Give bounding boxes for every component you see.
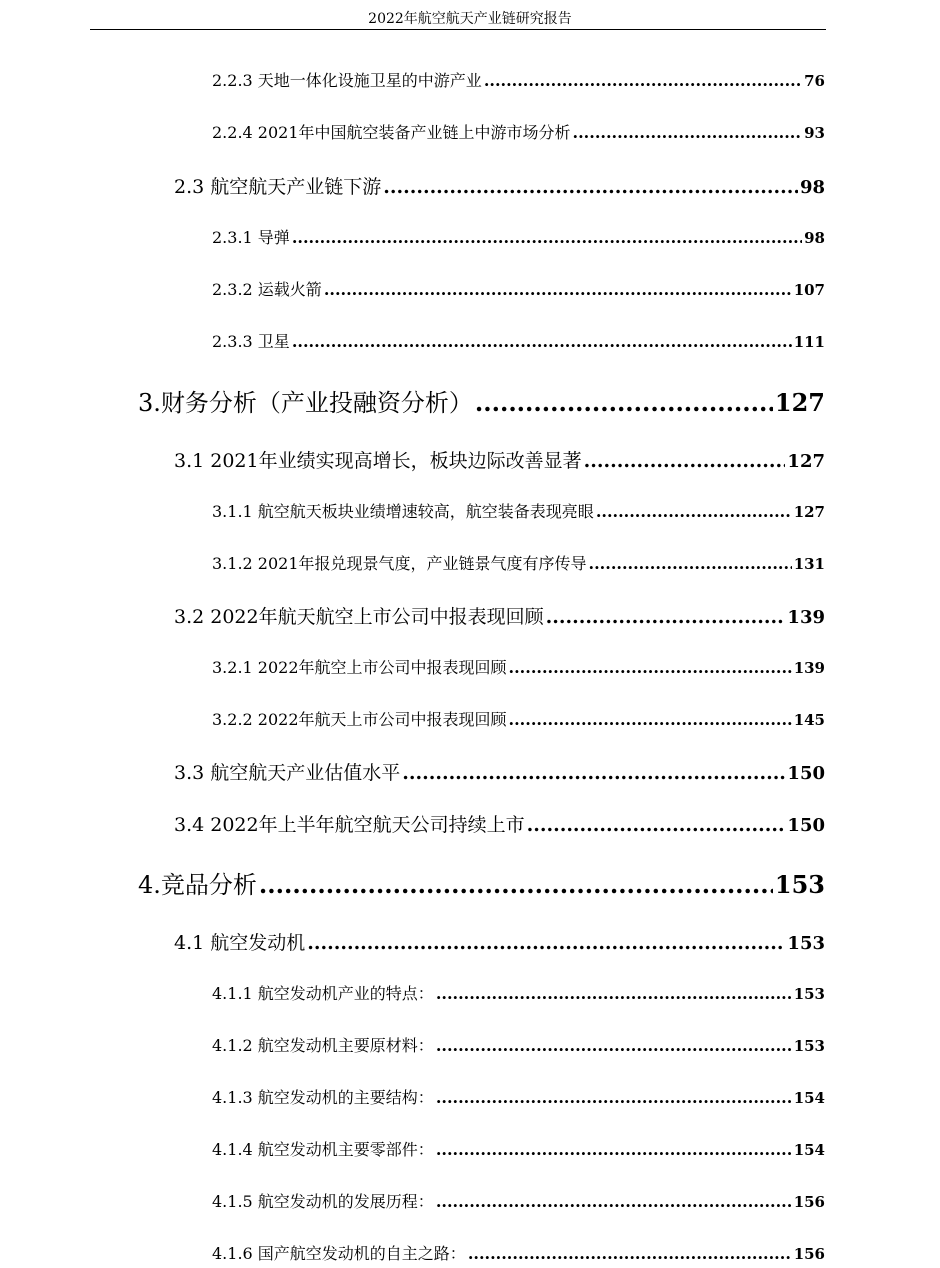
page-header: 2022年航空航天产业链研究报告 (368, 11, 572, 27)
toc-entry-title: 4.1.3 航空发动机的主要结构： (212, 1088, 434, 1107)
toc-entry-page: 156 (793, 1245, 825, 1263)
toc-entry[interactable] (212, 1241, 825, 1264)
toc-entry[interactable] (212, 551, 825, 574)
toc-entry-title: 3.2 2022年航天航空上市公司中报表现回顾 (174, 606, 544, 628)
toc-entry-page: 76 (804, 72, 825, 90)
toc-entry-title: 4.1.6 国产航空发动机的自主之路： (212, 1244, 466, 1263)
toc-leader (307, 932, 785, 954)
toc-entry[interactable] (138, 383, 825, 418)
toc-leader (402, 762, 785, 784)
toc-entry[interactable] (174, 928, 825, 955)
toc-entry[interactable] (212, 120, 825, 143)
toc-entry-page: 153 (793, 985, 825, 1003)
toc-entry[interactable] (212, 1189, 825, 1212)
toc-entry[interactable] (174, 172, 825, 199)
toc-entry[interactable] (212, 1085, 825, 1108)
toc-entry-title: 2.2.4 2021年中国航空装备产业链上中游市场分析 (212, 123, 571, 142)
toc-entry-page: 93 (804, 124, 825, 142)
toc-entry-title: 2.3.1 导弹 (212, 228, 290, 247)
toc-entry-title: 2.3.2 运载火箭 (212, 280, 322, 299)
toc-entry[interactable] (212, 68, 825, 91)
toc-entry-title: 4.1 航空发动机 (174, 932, 306, 954)
toc-entry[interactable] (212, 499, 825, 522)
toc-entry-page: 127 (793, 503, 825, 521)
toc-entry[interactable] (174, 810, 825, 837)
toc-entry-page: 139 (793, 659, 825, 677)
toc-leader (527, 814, 786, 836)
toc-entry[interactable] (212, 707, 825, 730)
toc-leader (596, 502, 792, 521)
toc-entry-page: 145 (793, 711, 825, 729)
toc-leader (292, 228, 802, 247)
toc-entry[interactable] (138, 865, 825, 900)
toc-entry-title: 3.1.2 2021年报兑现景气度，产业链景气度有序传导 (212, 554, 587, 573)
toc-entry-page: 127 (774, 388, 825, 417)
toc-entry-title: 3.4 2022年上半年航空航天公司持续上市 (174, 814, 525, 836)
toc-entry-title: 4.1.5 航空发动机的发展历程： (212, 1192, 434, 1211)
toc-entry[interactable] (212, 981, 825, 1004)
toc-entry-page: 131 (793, 555, 825, 573)
toc-entry-title: 2.3 航空航天产业链下游 (174, 176, 382, 198)
toc-entry-title: 4.1.2 航空发动机主要原材料： (212, 1036, 434, 1055)
toc-leader (509, 710, 792, 729)
toc-entry[interactable] (212, 329, 825, 352)
toc-leader (584, 450, 786, 472)
toc-entry-page: 111 (793, 333, 825, 351)
toc-entry-title: 4.1.4 航空发动机主要零部件： (212, 1140, 434, 1159)
toc-entry-page: 156 (793, 1193, 825, 1211)
toc-entry-title: 4.竞品分析 (138, 871, 257, 899)
toc-entry-title: 3.财务分析（产业投融资分析） (138, 389, 473, 417)
toc-entry-page: 154 (793, 1141, 825, 1159)
toc-leader (436, 1192, 792, 1211)
toc-entry-title: 3.2.1 2022年航空上市公司中报表现回顾 (212, 658, 507, 677)
toc-entry-title: 3.1 2021年业绩实现高增长，板块边际改善显著 (174, 450, 582, 472)
toc-entry-title: 3.1.1 航空航天板块业绩增速较高，航空装备表现亮眼 (212, 502, 594, 521)
toc-entry-page: 153 (787, 933, 825, 954)
toc-entry-page: 150 (787, 815, 825, 836)
toc-leader (436, 1140, 792, 1159)
toc-entry-title: 4.1.1 航空发动机产业的特点： (212, 984, 434, 1003)
toc-leader (436, 1088, 792, 1107)
toc-entry[interactable] (212, 1033, 825, 1056)
toc-entry-page: 107 (793, 281, 825, 299)
toc-entry-page: 153 (774, 870, 825, 899)
toc-entry-title: 3.2.2 2022年航天上市公司中报表现回顾 (212, 710, 507, 729)
toc-entry[interactable] (174, 758, 825, 785)
toc-entry[interactable] (212, 277, 825, 300)
toc-entry-title: 2.3.3 卫星 (212, 332, 290, 351)
toc-entry-page: 139 (787, 607, 825, 628)
toc-entry[interactable] (174, 602, 825, 629)
toc-entry-title: 3.3 航空航天产业估值水平 (174, 762, 401, 784)
toc-leader (324, 280, 792, 299)
toc-entry[interactable] (174, 446, 825, 473)
toc-entry-page: 150 (787, 763, 825, 784)
toc-entry-page: 98 (804, 229, 825, 247)
toc-leader (436, 1036, 792, 1055)
toc-entry[interactable] (212, 1137, 825, 1160)
toc-leader (509, 658, 792, 677)
toc-entry-page: 154 (793, 1089, 825, 1107)
toc-leader (484, 71, 802, 90)
toc-entry-page: 98 (799, 177, 825, 198)
toc-leader (259, 870, 773, 899)
toc-leader (436, 984, 792, 1003)
toc-entry[interactable] (212, 225, 825, 248)
toc-leader (468, 1244, 792, 1263)
toc-entry[interactable] (212, 655, 825, 678)
toc-entry-title: 2.2.3 天地一体化设施卫星的中游产业 (212, 71, 482, 90)
toc-leader (589, 554, 792, 573)
toc-entry-page: 153 (793, 1037, 825, 1055)
toc-entry-page: 127 (787, 451, 825, 472)
toc-leader (573, 123, 803, 142)
toc-leader (475, 388, 773, 417)
toc-leader (292, 332, 792, 351)
toc-leader (383, 176, 798, 198)
toc-leader (546, 606, 786, 628)
